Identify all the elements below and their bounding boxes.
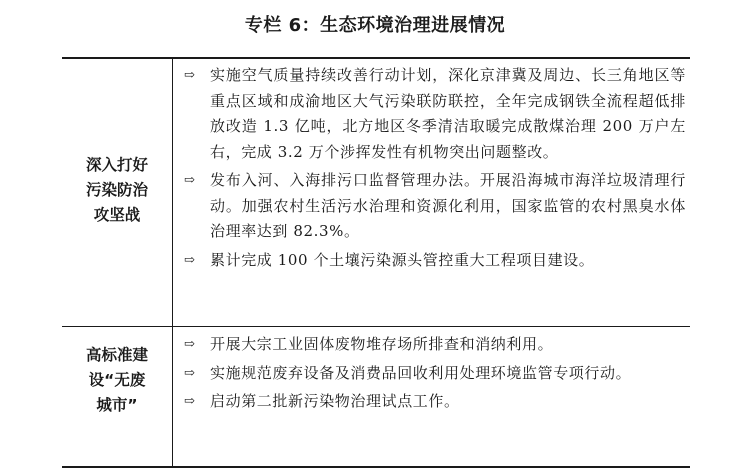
category-line: 设“无废 (88, 371, 146, 389)
table-row-divider (62, 326, 690, 327)
list-item-text: 启动第二批新污染物治理试点工作。 (210, 392, 460, 410)
category-line: 攻坚战 (93, 206, 141, 224)
list-item-text: 实施规范废弃设备及消费品回收利用处理环境监管专项行动。 (210, 363, 632, 382)
arrow-bullet-icon: ⇨ (184, 68, 196, 83)
category-line: 深入打好 (85, 156, 148, 174)
list-item (178, 63, 686, 165)
table-column-divider (172, 57, 173, 468)
arrow-bullet-icon: ⇨ (184, 337, 196, 352)
category-line: 污染防治 (85, 181, 148, 199)
category-cell-pollution-prevention (62, 153, 172, 228)
table-bottom-rule (62, 466, 690, 468)
list-item (178, 361, 686, 387)
category-line: 城市” (96, 396, 138, 414)
list-item-text: 开展大宗工业固体废物堆存场所排查和消纳利用。 (210, 335, 554, 353)
items-cell-pollution-prevention (178, 63, 686, 273)
arrow-bullet-icon: ⇨ (184, 365, 196, 381)
list-item-text: 发布入河、入海排污口监督管理办法。开展沿海城市海洋垃圾清理行动。加强农村生活污水治理和资源化利用，国家监管的农村黑臭水体治理率达到 82.3%。 (210, 171, 686, 240)
list-item (178, 332, 686, 358)
list-item (178, 168, 686, 245)
page-title: 专栏 6：生态环境治理进展情况 (244, 15, 506, 36)
arrow-bullet-icon: ⇨ (184, 252, 196, 268)
progress-table (62, 57, 690, 468)
arrow-bullet-icon: ⇨ (184, 173, 196, 188)
category-line: 高标准建 (85, 346, 148, 364)
category-cell-zero-waste-city (62, 343, 172, 418)
list-item-text: 实施空气质量持续改善行动计划，深化京津冀及周边、长三角地区等重点区域和成渝地区大气污染联防联控，全年完成钢铁全流程超低排放改造 1.3 亿吨，北方地区冬季清洁取暖完成散煤治理 200 万户左右，完成 3.2 万个涉挥发性有机物突出问题整改。 (210, 66, 686, 161)
list-item (178, 248, 686, 274)
table-top-rule (62, 57, 690, 59)
items-cell-zero-waste-city (178, 332, 686, 415)
list-item-text: 累计完成 100 个土壤污染源头管控重大工程项目建设。 (210, 250, 595, 269)
arrow-bullet-icon: ⇨ (184, 394, 196, 409)
list-item (178, 389, 686, 415)
